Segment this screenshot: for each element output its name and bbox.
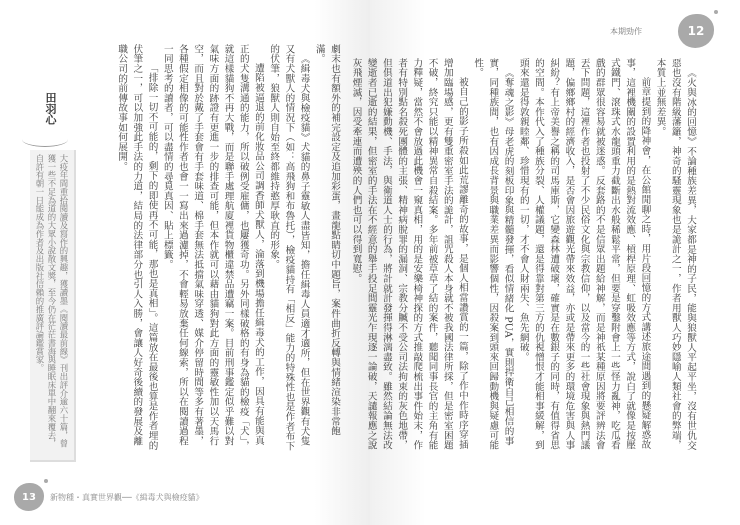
author-bio-box — [30, 150, 76, 462]
section-label: 本期勁作 — [610, 27, 642, 36]
paragraph: 《奪魂之影》母老虎的刻板印象與精髓發揮，看似情緒化 PUA，實則捍衛自己相信的事實，同種族間，也有因成長背景與職業差異而影響個性，因殺案到頭來回歸動機與疑慮可能性。 — [472, 58, 514, 450]
paragraph: 遭陷被逼退的前化妝品公司調香師犬獸人，淪落到機場擔任緝毒犬的工作，因具有能與真正的犬隻溝通的能力，所以破例受雇傭，也屢獲奇功。另外同樣破格的有身為貓的檢疫「犬」，就這樣貓狗不再大戰，而是聯手處理航廈裡貨物櫃違禁品遭竊一案。目前刑事鑑定似乎難以對氣味方面的跡證有更進一步的排查可能，但本作就可以藉由貓狗對此方面的靈敏性加以天馬行空，而且對於戴了手套會有手套味道、棉手套無法抵擋氣味穿透、媒介停留時間等多有著墨，各種假定相像的可能性作者也會一一寫出來過濾掉，不會輕易放棄任何線索，所以在閱讀過程一同思考的讀者，可以盡情的尋覓真因、貼上標籤。 — [161, 44, 264, 451]
paragraph: 被自己的影子所殺如此荒謬離奇的故事，是個人相當讚賞的一篇，除了作中作時序穿插增加臨場感，更有雙重密室手法的詭計，詛咒殺人本身就不被我國法律所採，但是密室困題不破，終究只能以精神異常自殺結案。多年前被草草了結的案件，聽聞同事長官的主角有能力釋疑，當然不會放過此機會一窺真相，用的是安樂椅神探的方式推敲爬梳出事件始末，作者有特別點名殺死團體的主張、精神病脫罪的漏洞、宗教分贓不受公司法拘束的灰色地帶，但俱道出犯嫌動機、手法，與衛道人士的行為，將計就計發揮得淋漓盡致。雖然結論無法改變逝者已逝的結果，但密室的手法在不經意的舉手投足間靈光乍現逐一論破，天譴報應之說灰飛煙滅，因受牽連而遭殃的人們也可以得到寬慰。 — [350, 58, 468, 450]
page-number-badge: 12 — [678, 14, 714, 48]
paragraph: 《緝毒犬與檢疫貓》犬貓的鼻子靈敏人盡皆知，擔任緝毒人員適才適所，但在世界觀有犬隻又有犬獸人的情況下（如：高飛狗和布魯托），檢疫貓持有「相反」能力的特殊性也是作者布下的伏筆，狼獸人則自始至終都維持憨厚耿直的形象。 — [268, 44, 310, 451]
author-name: 田羽心 — [44, 92, 57, 125]
right-page-body — [350, 58, 698, 458]
paragraph: 前章提到的降神會，在公館閒聊之時，用片段回憶的方式講述旅途間遇到的懸疑解惑故事，這裡機關的設置利用的是熱對流效應、槓桿原理、虹吸效應等方式，說白了就像是按壓式鐵門、滾珠式水龍頭重力截斷出水般稀鬆平常，但要是穿鑿附會上一些怪力亂神，吃瓜看戲的群眾很容易就被迷惑。反套路的不是信眾出題給神解，而是神祇某種原因將要評辨法會丟下問題，這裡作者也投射了不少民俗文化與宗教信仰，以及當今的一些社會現象與熱門議題，偏鄉鄉村的經濟收入，是否會因旅遊觀光帶來效益，亦或是帶來更多的環境危害與人事糾紛？有上帝美譽之稱的司馬庫斯，它變森林遭破壞，確實是在數銀子的同時，有值得省思的空間。本作代入了種族分裂、人權議題，還是得靠對第三方的仇視憎恨才能相事緩解，到頭來還是得敦親睦鄰、珍惜現有的一切，才不會人財兩失、魚先網破。 — [517, 58, 651, 450]
paragraph: 「排除一切不可能的，剩下的即使再不可能，那也是真相」。這篇放在最後也算是作者埋的伏筆之一，可以加強此手法的力道，結局的法律部分也引人入勝，會讓人好奇後續的發展及離職公司的前傳故事如何展開。 — [116, 44, 158, 451]
paragraph: 劇末也有額外的補完設定及追加彩蛋，畫龍點睛切中題旨，案件曲折反轉與情緒渲染非常飽滿。 — [313, 44, 340, 436]
right-page — [350, 0, 740, 525]
author-bio: 大疫年間重拾閱讀及寫作的興趣，獲讀墨《閱讀最前線》刊出評介逾六十篇，曾獲一些不足為道的大眾小說散文獎，至今仍在茫茫書海與睡眠床單中翻來覆去，自許有朝一日能成為作者及出版社信賴的推廣評論鑑賞家。 — [35, 154, 69, 448]
left-page-body — [118, 44, 342, 454]
author-divider — [22, 132, 68, 147]
page-number-badge: 13 — [14, 483, 44, 511]
running-footer: 新物種・真實世界觀──《緝毒犬與檢疫貓》 — [50, 493, 204, 502]
paragraph: 《火與冰的回憶》不論種族差異，大家都是神的子民，能與狼獸人平起平坐，沒有世仇交惡也沒有階級藩籬，神奇的騷靈現象也是詭計之一，作者用獸人巧妙隱喻人類社會的弊端，本質上並無差異。 — [654, 58, 696, 450]
